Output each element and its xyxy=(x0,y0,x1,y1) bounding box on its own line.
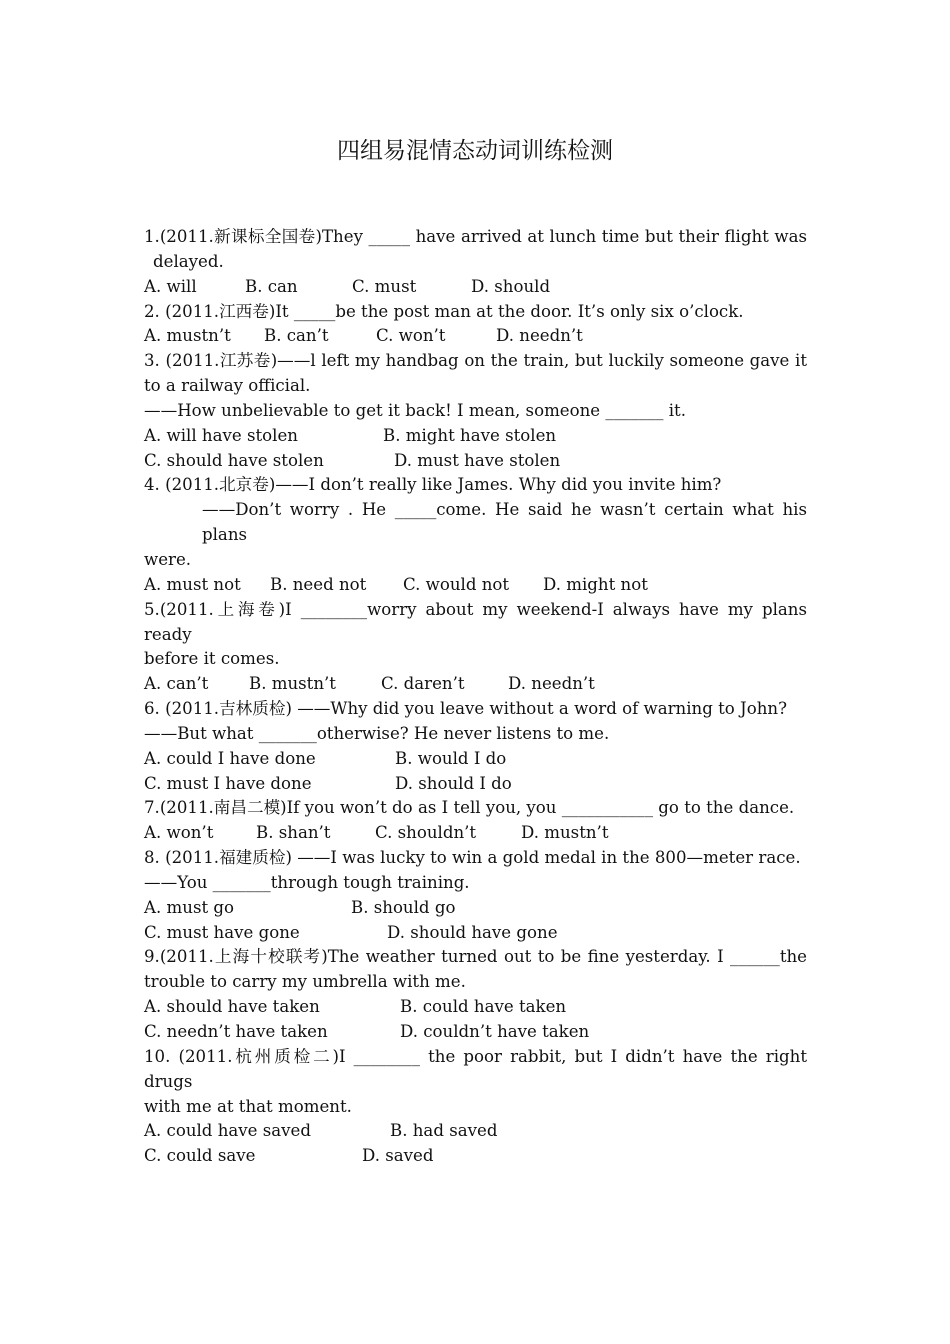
question-3-reply: ——How unbelievable to get it back! I mean, someone _______ it. xyxy=(144,400,686,420)
question-7-options xyxy=(144,821,807,846)
option-c: C. must xyxy=(352,276,417,296)
option-b: B. mustn’t xyxy=(249,674,336,694)
option-b: B. could have taken xyxy=(400,997,567,1017)
option-a: A. won’t xyxy=(144,823,214,843)
option-d: D. should have gone xyxy=(387,922,558,942)
option-d: D. must have stolen xyxy=(394,450,561,470)
option-a: A. will xyxy=(144,276,197,296)
question-5-stem-cont: before it comes. xyxy=(144,649,280,669)
question-2-options xyxy=(144,324,807,349)
option-a: A. mustn’t xyxy=(144,326,231,346)
option-a: A. could I have done xyxy=(144,748,316,768)
option-b: B. should go xyxy=(351,897,456,917)
question-6-options-row2 xyxy=(144,772,807,797)
option-c: C. daren’t xyxy=(381,674,465,694)
question-7-stem: 7.(2011.南昌二模)If you won’t do as I tell you, you ___________ go to the dance. xyxy=(144,798,795,818)
question-4-options xyxy=(144,573,807,598)
option-d: D. couldn’t have taken xyxy=(400,1022,590,1041)
question-6-stem: 6. (2011.吉林质检) ——Why did you leave without a word of warning to John? xyxy=(144,699,787,719)
option-a: A. can’t xyxy=(144,674,209,694)
option-a: A. could have saved xyxy=(144,1121,311,1141)
question-4-stem: 4. (2011.北京卷)——I don’t really like James. Why did you invite him? xyxy=(144,475,722,495)
option-c: C. should have stolen xyxy=(144,450,324,470)
option-c: C. must have gone xyxy=(144,922,300,942)
option-a: A. must not xyxy=(144,574,241,594)
option-a: A. will have stolen xyxy=(144,425,298,445)
question-9-stem: 9.(2011.上海十校联考)The weather turned out to be fine yesterday. I ______the xyxy=(144,947,807,967)
option-d: D. should I do xyxy=(395,773,512,793)
question-3-stem: 3. (2011.江苏卷)——l left my handbag on the train, but luckily someone gave it xyxy=(144,351,807,371)
option-c: C. shouldn’t xyxy=(375,823,477,843)
page-title: 四组易混情态动词训练检测 xyxy=(337,138,613,164)
question-10-stem-cont: with me at that moment. xyxy=(144,1096,352,1116)
option-a: A. must go xyxy=(144,897,235,917)
option-b: B. had saved xyxy=(390,1121,498,1141)
question-10-options-row2 xyxy=(144,1144,807,1169)
option-d: D. needn’t xyxy=(496,326,583,346)
option-b: B. shan’t xyxy=(256,823,331,843)
option-b: B. can’t xyxy=(264,326,329,346)
option-c: C. could save xyxy=(144,1146,256,1166)
question-1-options xyxy=(144,275,807,300)
question-1-stem-cont: delayed. xyxy=(153,251,224,271)
option-d: D. mustn’t xyxy=(521,823,609,843)
option-b: B. might have stolen xyxy=(383,425,557,445)
option-c: C. won’t xyxy=(376,326,446,346)
option-b: B. need not xyxy=(270,574,367,594)
question-6-options-row1 xyxy=(144,747,807,772)
question-10-stem: 10. (2011.杭州质检二)I ________ the poor rabbit, but I didn’t have the right drugs xyxy=(144,1046,807,1091)
option-a: A. should have taken xyxy=(144,997,320,1017)
question-8-reply: ——You _______through tough training. xyxy=(144,872,470,892)
question-10-options-row1 xyxy=(144,1119,807,1144)
option-c: C. would not xyxy=(403,574,510,594)
option-d: D. needn’t xyxy=(508,674,595,694)
question-8-options-row2 xyxy=(144,921,807,946)
question-9-stem-cont: trouble to carry my umbrella with me. xyxy=(144,972,466,992)
option-b: B. would I do xyxy=(395,748,507,768)
question-3-stem-cont: to a railway official. xyxy=(144,376,311,396)
option-c: C. must I have done xyxy=(144,773,312,793)
question-4-reply-cont: were. xyxy=(144,549,192,569)
question-3-options-row2 xyxy=(144,449,807,474)
option-d: D. might not xyxy=(543,574,648,594)
option-d: D. saved xyxy=(362,1146,434,1166)
question-5-stem: 5.(2011.上海卷)I ________worry about my weekend-I always have my plans ready xyxy=(144,599,807,644)
question-3-options-row1 xyxy=(144,424,807,449)
question-9-options-row2 xyxy=(144,1020,807,1045)
option-c: C. needn’t have taken xyxy=(144,1022,328,1041)
question-list xyxy=(144,225,807,1169)
question-1-stem: 1.(2011.新课标全国卷)They _____ have arrived at lunch time but their flight was xyxy=(144,227,807,246)
question-8-options-row1 xyxy=(144,896,807,921)
question-6-reply: ——But what _______otherwise? He never listens to me. xyxy=(144,723,610,743)
question-5-options xyxy=(144,672,807,697)
question-8-stem: 8. (2011.福建质检) ——I was lucky to win a gold medal in the 800—meter race. xyxy=(144,848,801,868)
option-b: B. can xyxy=(245,276,298,296)
question-9-options-row1 xyxy=(144,995,807,1020)
option-d: D. should xyxy=(471,276,551,296)
question-2-stem: 2. (2011.江西卷)It _____be the post man at the door. It’s only six o’clock. xyxy=(144,301,744,321)
question-4-reply: ——Don’t worry . He _____come. He said he wasn’t certain what his plans xyxy=(202,500,807,545)
